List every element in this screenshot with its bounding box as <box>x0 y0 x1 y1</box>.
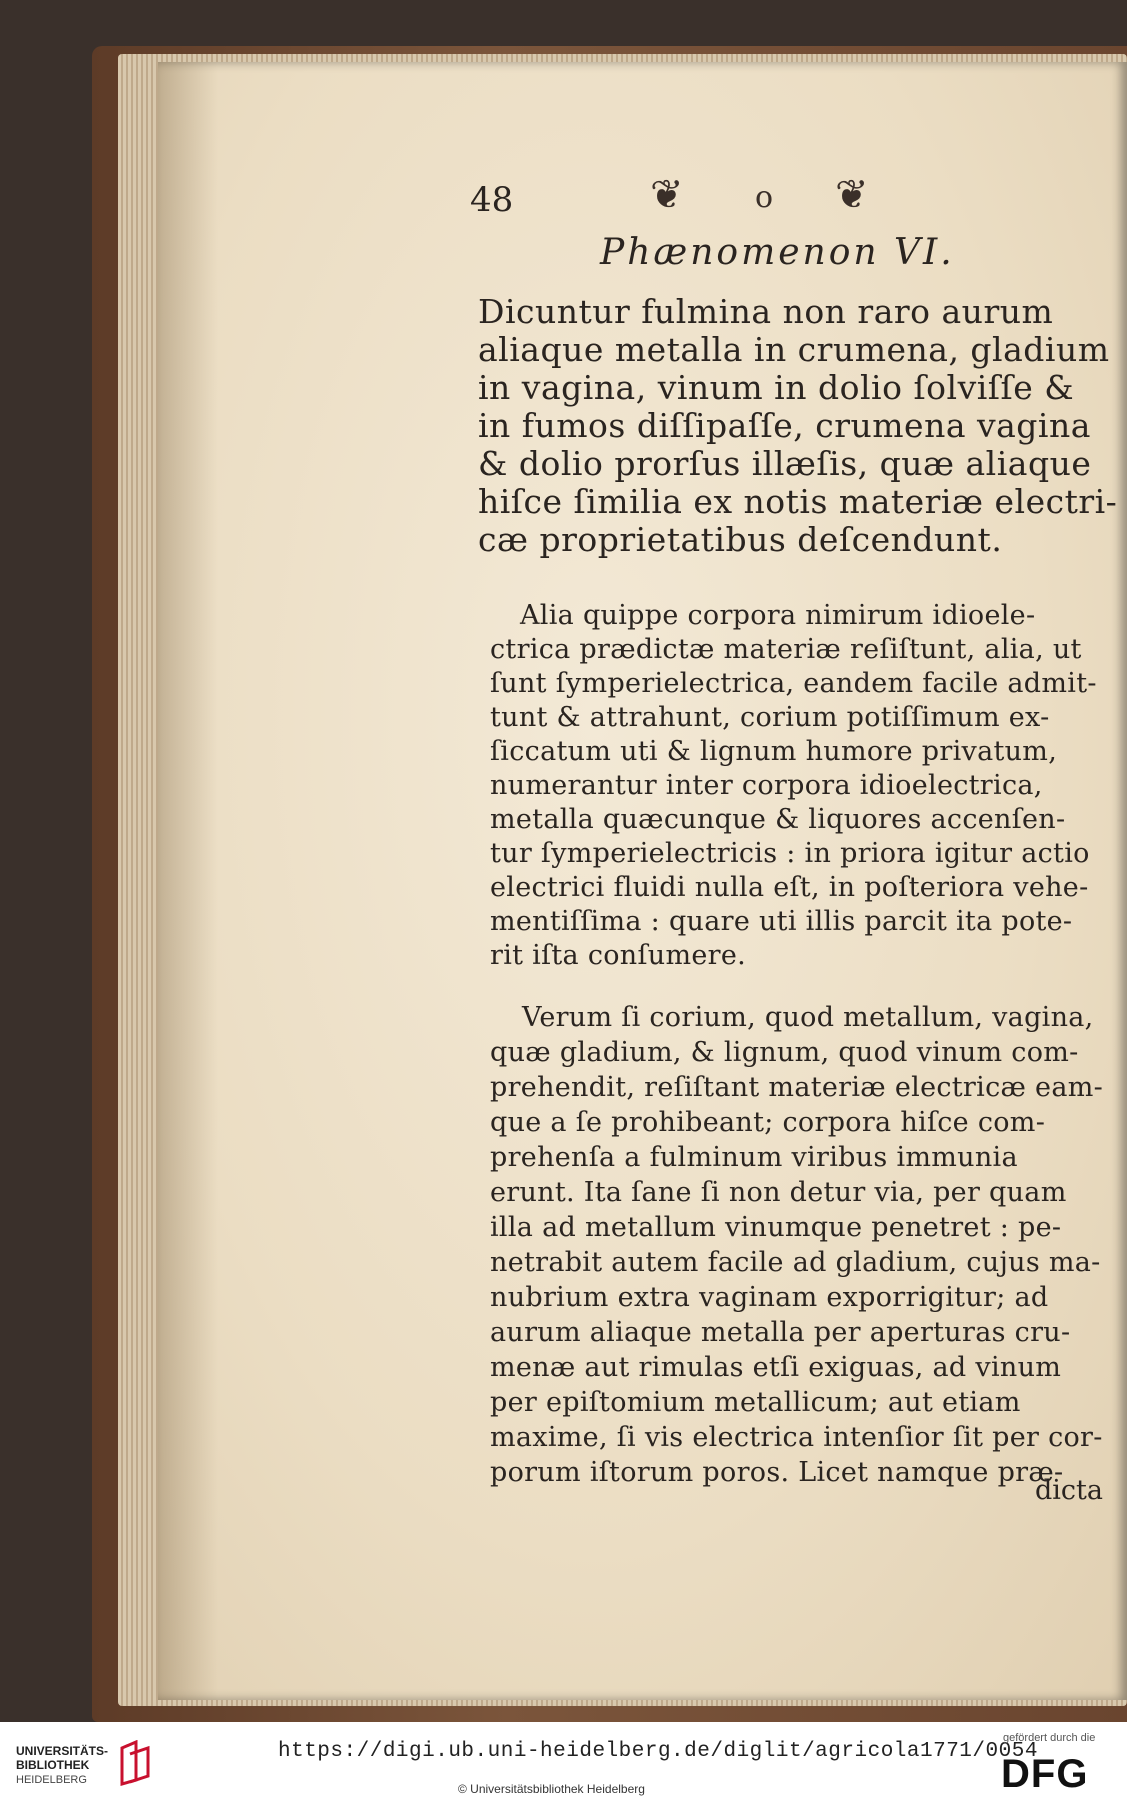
text-line: ſunt ſymperielectrica, eandem facile admit- <box>490 668 1097 699</box>
section-heading: Phænomenon VI. <box>600 232 955 273</box>
ornament-left-icon: ❦ <box>650 172 684 218</box>
catchword: dicta <box>1035 1475 1103 1506</box>
text-line: cæ proprietatibus deſcendunt. <box>478 520 1003 559</box>
text-line: rit iſta conſumere. <box>490 940 747 971</box>
dfg-logo: DFG <box>1001 1752 1089 1796</box>
text-line: erunt. Ita ſane ſi non detur via, per quam <box>490 1177 1067 1208</box>
library-logo-icon <box>118 1740 154 1786</box>
viewer-footer <box>0 1722 1127 1806</box>
text-line: in fumos diſſipaſſe, crumena vagina <box>478 406 1091 445</box>
text-line: illa ad metallum vinumque penetret : pe- <box>490 1212 1062 1243</box>
text-line: aliaque metalla in crumena, gladium <box>478 330 1110 369</box>
funder-label: gefördert durch die <box>1003 1732 1096 1744</box>
text-line: Alia quippe corpora nimirum idioele- <box>520 600 1036 631</box>
text-line: per epiſtomium metallicum; aut etiam <box>490 1387 1021 1418</box>
text-line: menæ aut rimulas etſi exiguas, ad vinum <box>490 1352 1062 1383</box>
text-line: mentiſſima : quare uti illis parcit ita pote- <box>490 906 1073 937</box>
text-line: hiſce ſimilia ex notis materiæ electri- <box>478 482 1118 521</box>
text-line: que a ſe prohibeant; corpora hiſce com- <box>490 1107 1046 1138</box>
text-line: & dolio prorſus illæſis, quæ aliaque <box>478 444 1092 483</box>
library-city: HEIDELBERG <box>16 1774 87 1786</box>
text-line: Verum ſi corium, quod metallum, vagina, <box>522 1002 1094 1033</box>
copyright-notice: © Universitätsbibliothek Heidelberg <box>458 1782 645 1796</box>
text-line: tur ſymperielectricis : in priora igitur actio <box>490 838 1090 869</box>
page-gutter-shadow <box>158 62 218 1700</box>
text-line: aurum aliaque metalla per aperturas cru- <box>490 1317 1071 1348</box>
text-line: prehendit, reſiſtant materiæ electricæ eam- <box>490 1072 1104 1103</box>
library-name-line: UNIVERSITÄTS- <box>16 1744 109 1758</box>
text-line: tunt & attrahunt, corium potiſſimum ex- <box>490 702 1050 733</box>
permalink-url[interactable]: https://digi.ub.uni-heidelberg.de/diglit/agricola1771/0054 <box>278 1740 1038 1763</box>
text-line: nubrium extra vaginam exporrigitur; ad <box>490 1282 1049 1313</box>
text-line: quæ gladium, & lignum, quod vinum com- <box>490 1037 1079 1068</box>
text-line: metalla quæcunque & liquores accenſen- <box>490 804 1066 835</box>
text-line: maxime, ſi vis electrica intenſior ſit per cor- <box>490 1422 1103 1453</box>
text-line: in vagina, vinum in dolio ſolviſſe & <box>478 368 1075 407</box>
text-line: ſiccatum uti & lignum humore privatum, <box>490 736 1058 767</box>
text-line: numerantur inter corpora idioelectrica, <box>490 770 1043 801</box>
text-line: porum iſtorum poros. Licet namque præ- <box>490 1457 1064 1488</box>
text-line: ctrica prædictæ materiæ reſiſtunt, alia, ut <box>490 634 1082 665</box>
ornament-mid-icon: o <box>755 180 774 215</box>
page-number: 48 <box>470 180 514 220</box>
text-line: Dicuntur fulmina non raro aurum <box>478 292 1054 331</box>
library-name <box>16 1744 108 1772</box>
library-name-line: BIBLIOTHEK <box>16 1758 90 1772</box>
text-line: prehenſa a fulminum viribus immunia <box>490 1142 1018 1173</box>
text-line: netrabit autem facile ad gladium, cujus ma- <box>490 1247 1101 1278</box>
text-line: electrici fluidi nulla eſt, in poſteriora vehe- <box>490 872 1089 903</box>
ornament-right-icon: ❦ <box>835 172 869 218</box>
